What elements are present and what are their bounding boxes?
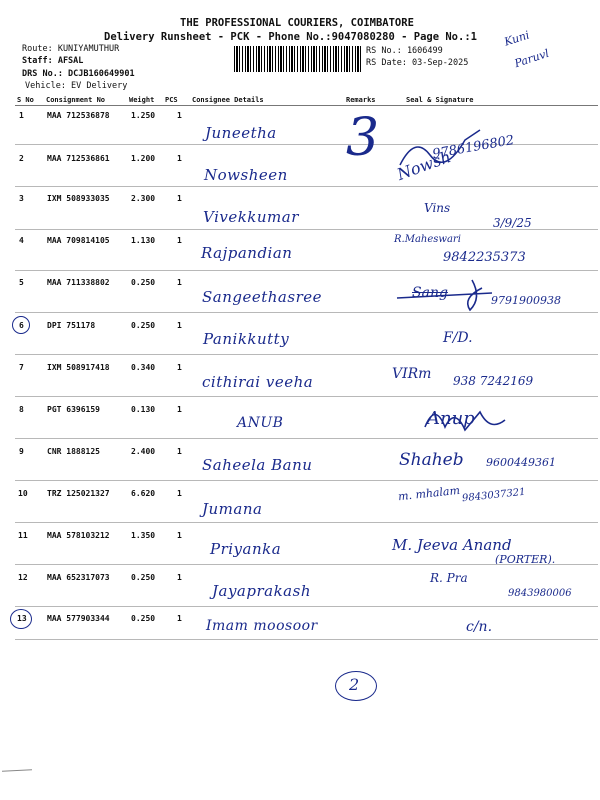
signature: m. mhalam (397, 483, 461, 504)
pcs: 1 (177, 614, 182, 623)
phone-note: 9600449361 (486, 456, 556, 469)
signature-scribble-row2 (395, 125, 485, 175)
col-consignment: Consignment No (46, 96, 106, 104)
pcs: 1 (177, 363, 182, 372)
sno: 13 (17, 614, 27, 623)
route-label: Route: KUNIYAMUTHUR (22, 44, 120, 54)
phone-note: 9843037321 (461, 486, 527, 505)
pcs: 1 (177, 236, 182, 245)
corner-note-2: Paruvl (512, 46, 551, 71)
weight: 0.340 (131, 363, 156, 372)
pcs: 1 (177, 447, 182, 456)
consignee-name: Jumana (202, 500, 263, 518)
signature: VIRm (392, 366, 432, 382)
signature-scribble-row5 (392, 278, 502, 312)
row-divider (15, 354, 598, 355)
consignee-name: Imam moosoor (206, 618, 318, 634)
consignee-name: Vivekkumar (203, 208, 299, 226)
consignee-name: Rajpandian (201, 244, 293, 262)
signature: R.Maheswari (394, 234, 461, 245)
signature: Anup (427, 408, 475, 429)
consignee-name: Sangeethasree (202, 288, 322, 306)
pcs: 1 (177, 405, 182, 414)
signature: c/n. (466, 619, 493, 635)
signature: R. Pra (430, 571, 468, 585)
consignment-no: MAA 712536861 (47, 154, 110, 163)
header-divider (15, 105, 598, 106)
consignment-no: PGT 6396159 (47, 405, 100, 414)
rs-number: RS No.: 1606499 (366, 46, 443, 56)
weight: 0.250 (131, 614, 156, 623)
stray-mark (2, 769, 32, 772)
signature: Nowsh (394, 147, 454, 184)
weight: 0.250 (131, 321, 156, 330)
barcode (234, 46, 362, 72)
consignment-no: IXM 508933035 (47, 194, 110, 203)
row-divider (15, 480, 598, 481)
row-divider (15, 438, 598, 439)
consignment-no: TRZ 125021327 (47, 489, 110, 498)
phone-note: 9786196802 (431, 132, 516, 163)
consignee-name: Saheela Banu (202, 456, 313, 474)
pcs: 1 (177, 278, 182, 287)
company-title: THE PROFESSIONAL COURIERS, COIMBATORE (180, 17, 414, 29)
pcs: 1 (177, 154, 182, 163)
weight: 1.250 (131, 111, 156, 120)
consignment-no: IXM 508917418 (47, 363, 110, 372)
col-pcs: PCS (165, 96, 178, 104)
weight: 0.250 (131, 573, 156, 582)
phone-note: 938 7242169 (453, 374, 534, 388)
consignment-no: CNR 1888125 (47, 447, 100, 456)
consignee-name: ANUB (237, 415, 284, 431)
col-remarks: Remarks (346, 96, 376, 104)
consignee-name: Nowsheen (204, 166, 288, 184)
date-note: 3/9/25 (493, 216, 532, 230)
row-divider (15, 639, 598, 640)
consignment-no: MAA 711338802 (47, 278, 110, 287)
pcs: 1 (177, 111, 182, 120)
pcs: 1 (177, 489, 182, 498)
consignment-no: MAA 709814105 (47, 236, 110, 245)
phone-note: 9842235373 (443, 250, 526, 265)
sno: 9 (19, 447, 24, 456)
row-divider (15, 270, 598, 271)
weight: 2.300 (131, 194, 156, 203)
sno: 6 (19, 321, 24, 330)
rs-date: RS Date: 03-Sep-2025 (366, 58, 469, 68)
signature-scribble-row8 (420, 402, 510, 438)
staff-label: Staff: AFSAL (22, 56, 84, 66)
sno: 5 (19, 278, 24, 287)
sno-circle-mark (10, 609, 32, 629)
signature: Shaheb (399, 450, 464, 470)
signature: M. Jeeva Anand (392, 536, 512, 554)
pcs: 1 (177, 194, 182, 203)
sno: 12 (18, 573, 28, 582)
consignment-no: DPI 751178 (47, 321, 96, 330)
sno-circle-mark (12, 316, 30, 334)
row-divider (15, 564, 598, 565)
weight: 0.130 (131, 405, 156, 414)
consignee-name: Priyanka (210, 540, 282, 558)
runsheet-subtitle: Delivery Runsheet - PCK - Phone No.:9047080280 - Page No.:1 (104, 31, 477, 43)
phone-note: 9791900938 (491, 294, 561, 307)
consignee-name: Jayaprakash (212, 582, 311, 600)
col-seal: Seal & Signature (406, 96, 474, 104)
consignee-name: Juneetha (205, 124, 277, 142)
drs-number: DRS No.: DCJB16064990​1 (22, 69, 135, 79)
row-divider (15, 186, 598, 187)
pcs: 1 (177, 573, 182, 582)
sno: 4 (19, 236, 24, 245)
consignment-no: MAA 712536878 (47, 111, 110, 120)
weight: 6.620 (131, 489, 156, 498)
weight: 0.250 (131, 278, 156, 287)
signature: F/D. (443, 330, 473, 346)
sno: 2 (19, 154, 24, 163)
signature: Vins (424, 201, 451, 215)
role-note: (PORTER). (495, 553, 556, 566)
pcs: 1 (177, 321, 182, 330)
col-consignee: Consignee Details (192, 96, 264, 104)
col-weight: Weight (129, 96, 155, 104)
col-sno: S No (17, 96, 34, 104)
sno: 1 (19, 111, 24, 120)
weight: 1.130 (131, 236, 156, 245)
sno: 3 (19, 194, 24, 203)
weight: 2.400 (131, 447, 156, 456)
row-divider (15, 229, 598, 230)
weight: 1.350 (131, 531, 156, 540)
sno: 11 (18, 531, 28, 540)
corner-note-1: Kuni (502, 28, 532, 49)
phone-note: 9843980006 (508, 588, 572, 599)
pcs: 1 (177, 531, 182, 540)
consignee-name: cithirai veeha (202, 373, 314, 391)
consignment-no: MAA 652317073 (47, 573, 110, 582)
sno: 8 (19, 405, 24, 414)
consignment-no: MAA 577903344 (47, 614, 110, 623)
row-divider (15, 312, 598, 313)
remarks-mark: 3 (346, 108, 380, 168)
row-divider (15, 396, 598, 397)
signature: Sang (412, 285, 448, 301)
vehicle-label: Vehicle: EV Delivery (25, 81, 128, 91)
consignment-no: MAA 578103212 (47, 531, 110, 540)
weight: 1.200 (131, 154, 156, 163)
row-divider (15, 522, 598, 523)
row-divider (15, 606, 598, 607)
sno: 7 (19, 363, 24, 372)
page-mark: 2 (349, 675, 360, 694)
sno: 10 (18, 489, 28, 498)
consignee-name: Panikkutty (203, 330, 290, 348)
